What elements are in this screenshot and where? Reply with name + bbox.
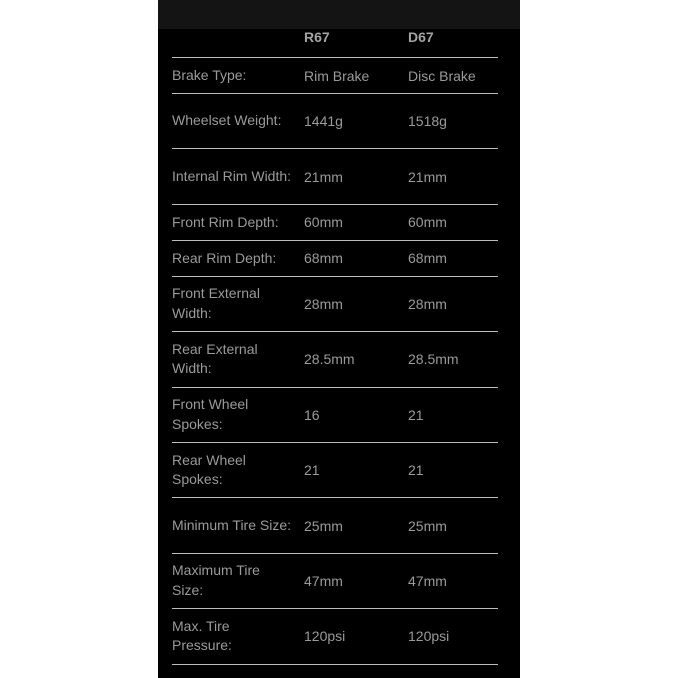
spec-value-d67: 21 <box>408 406 424 423</box>
spec-table <box>172 0 498 665</box>
spec-value-d67: Disc Brake <box>408 67 476 84</box>
spec-label: Minimum Tire Size: <box>172 516 292 533</box>
spec-value-d67: 28.5mm <box>408 351 459 368</box>
spec-value-d67: 120psi <box>408 628 450 645</box>
column-header-code: R67 <box>304 29 330 45</box>
table-row <box>172 94 498 149</box>
spec-label: Rear Wheel Spokes: <box>172 451 246 488</box>
table-row <box>172 332 498 387</box>
spec-value-d67: 21 <box>408 462 424 479</box>
top-bar <box>158 0 520 29</box>
spec-label: Rear External Width: <box>172 340 258 377</box>
spec-value-d67: 21mm <box>408 168 447 185</box>
spec-value-d67: 60mm <box>408 214 447 231</box>
table-row <box>172 388 498 443</box>
spec-panel <box>158 0 520 678</box>
table-row <box>172 609 498 664</box>
spec-label: Wheelset Weight: <box>172 112 282 129</box>
table-row <box>172 443 498 498</box>
table-row <box>172 205 498 241</box>
spec-label: Rear Rim Depth: <box>172 249 277 266</box>
spec-value-r67: 28.5mm <box>304 351 355 368</box>
spec-value-r67: 21 <box>304 462 320 479</box>
spec-label: Max. Tire Pressure: <box>172 617 232 654</box>
spec-value-r67: 28mm <box>304 295 343 312</box>
spec-value-r67: 21mm <box>304 168 343 185</box>
spec-value-d67: 68mm <box>408 250 447 267</box>
spec-value-r67: 25mm <box>304 517 343 534</box>
spec-value-r67: 1441g <box>304 113 343 130</box>
column-header-code: D67 <box>408 29 434 45</box>
spec-label: Maximum Tire Size: <box>172 562 260 598</box>
table-row <box>172 241 498 277</box>
spec-value-r67: 47mm <box>304 572 343 589</box>
spec-value-d67: 47mm <box>408 572 447 589</box>
spec-value-r67: 68mm <box>304 250 343 267</box>
spec-label: Brake Type: <box>172 66 247 83</box>
spec-label: Front Wheel Spokes: <box>172 396 249 432</box>
table-row <box>172 58 498 94</box>
spec-value-r67: 120psi <box>304 628 346 645</box>
table-row <box>172 277 498 332</box>
spec-value-r67: 16 <box>304 406 320 423</box>
spec-value-r67: 60mm <box>304 214 343 231</box>
table-row <box>172 498 498 553</box>
spec-label: Front External Width: <box>172 285 260 321</box>
spec-value-d67: 28mm <box>408 295 447 312</box>
table-row <box>172 149 498 204</box>
spec-label: Internal Rim Width: <box>172 167 292 184</box>
spec-value-d67: 25mm <box>408 517 447 534</box>
spec-value-d67: 1518g <box>408 113 447 130</box>
table-row <box>172 554 498 609</box>
spec-label: Front Rim Depth: <box>172 213 279 230</box>
spec-value-r67: Rim Brake <box>304 67 370 84</box>
